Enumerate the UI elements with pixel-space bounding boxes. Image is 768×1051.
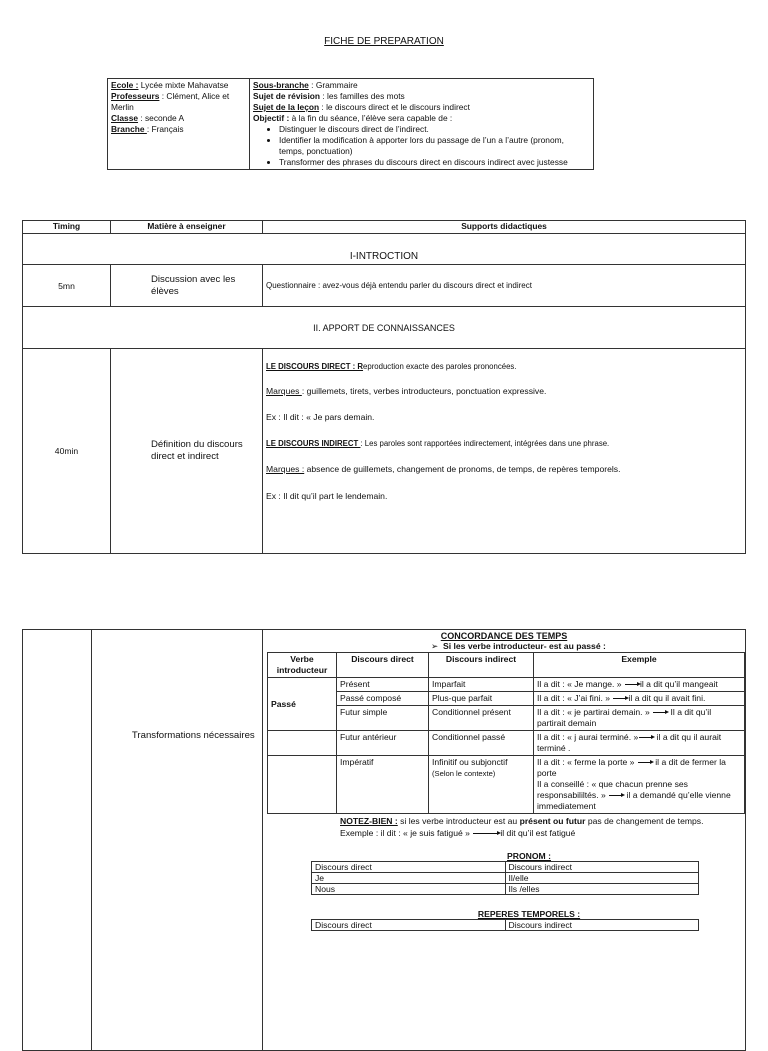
indirect-cell: Conditionnel présent [429,706,534,731]
pronom-cell: Il/elle [505,873,699,884]
discours-direct-def: LE DISCOURS DIRECT : Reproduction exacte des paroles prononcées. [266,362,517,371]
indirect-cell: Infinitif ou subjonctif (Selon le contexte) [429,756,534,814]
objectif: Objectif : à la fin du séance, l’élève sera capable de : [253,113,453,123]
direct-cell: Impératif [337,756,429,814]
arrow-icon [473,833,499,834]
arrow-icon [613,698,627,699]
exemple-cell: Il a dit : « ferme la porte » il a dit de fermer la porte Il a conseillé : « que chacun prenne ses responsabililtés. » il a demandé qu’elle vienne immediatement [534,756,745,814]
support-transformations [263,630,746,1051]
timing-5mn: 5mn [23,265,111,307]
branche: Branche : Français [111,124,184,134]
matiere-definition: Définition du discours direct et indirect [111,349,263,554]
direct-cell: Présent [337,678,429,692]
reperes-title: REPERES TEMPORELS : [477,909,581,919]
sous-branche: Sous-branche : Grammaire [253,80,358,90]
pronom-title: PRONOM : [507,851,551,861]
verbe-empty [268,756,337,814]
th-exemple: Exemple [534,653,745,678]
verbe-empty [268,731,337,756]
arrow-icon [625,684,639,685]
pronom-cell: Nous [312,884,506,895]
reperes-cell: Discours direct [312,920,506,931]
classe: Classe : seconde A [111,113,185,123]
sujet-lecon: Sujet de la leçon : le discours direct et le discours indirect [253,102,470,112]
section-apport: II. APPORT DE CONNAISSANCES [23,307,746,349]
indirect-cell: Imparfait [429,678,534,692]
exemple-direct: Ex : Il dit : « Je pars demain. [266,412,375,422]
arrow-icon [638,762,652,763]
arrow-icon [609,795,623,796]
ecole: Ecole : Lycée mixte Mahavatse [111,80,229,90]
pronom-cell: Je [312,873,506,884]
arrow-icon [653,712,667,713]
lesson-table-continued [22,629,746,1051]
th-verbe: Verbe introducteur [268,653,337,678]
marques-direct: Marques : guillemets, tirets, verbes introducteurs, ponctuation expressive. [266,386,547,396]
reperes-cell: Discours indirect [505,920,699,931]
timing-40min: 40min [23,349,111,554]
exemple-cell: Il a dit : « J’ai fini. » il a dit qu il avait fini. [534,692,745,706]
header-timing: Timing [23,221,111,234]
support-questionnaire: Questionnaire : avez-vous déjà entendu parler du discours direct et indirect [263,265,746,307]
info-left-cell [108,79,250,170]
exemple-cell: Il a dit : « je partirai demain. » Il a dit qu’il partirait demain [534,706,745,731]
concordance-subtitle: ➢ Si les verbe introducteur- est au passé : [431,641,606,651]
objective-item: • Distinguer le discours direct de l’indirect. [279,124,590,135]
pronom-cell: Discours indirect [505,862,699,873]
timing-empty [23,630,92,1051]
indirect-cell: Conditionnel passé [429,731,534,756]
pronom-cell: Ils /elles [505,884,699,895]
objectives-list [253,124,590,168]
pronom-cell: Discours direct [312,862,506,873]
pronom-table [311,861,699,895]
header-supports: Supports didactiques [263,221,746,234]
support-definitions [263,349,746,554]
page-title: FICHE DE PREPARATION [324,36,444,47]
exemple-indirect: Ex : Il dit qu’il part le lendemain. [266,491,388,501]
info-right-cell [250,79,594,170]
exemple-cell: Il a dit : « Je mange. » il a dit qu’il mangeait [534,678,745,692]
discours-indirect-def: LE DISCOURS INDIRECT : Les paroles sont rapportées indirectement, intégrées dans une phrase. [266,439,610,448]
sujet-revision: Sujet de révision : les familles des mots [253,91,405,101]
info-table [107,78,594,170]
matiere-discussion: Discussion avec les élèves [111,265,263,307]
lesson-table [22,220,746,554]
marques-indirect: Marques : absence de guillemets, changement de pronoms, de temps, de repères temporels. [266,464,621,474]
matiere-transformations: Transformations nécessaires [91,630,262,1051]
th-indirect: Discours indirect [429,653,534,678]
direct-cell: Futur simple [337,706,429,731]
section-introduction: I-INTROCTION [23,234,746,265]
exemple-cell: Il a dit : « j aurai terminé. » il a dit qu il aurait terminé . [534,731,745,756]
note-exemple: Exemple : il dit : « je suis fatigué » il dit qu’il est fatigué [340,828,576,838]
objective-item: • Identifier la modification à apporter lors du passage de l’un a l’autre (pronom, temps, ponctuation) [279,135,590,157]
concordance-title: CONCORDANCE DES TEMPS [440,631,568,641]
arrow-icon [639,737,653,738]
note-bien: NOTEZ-BIEN : si les verbe introducteur est au présent ou futur pas de changement de temps. Exemple : il dit : « je suis fatigué » il dit qu’il est fatigué [263,815,745,839]
direct-cell: Futur antérieur [337,731,429,756]
reperes-table [311,919,699,931]
indirect-cell: Plus-que parfait [429,692,534,706]
direct-cell: Passé composé [337,692,429,706]
concordance-table [267,652,745,814]
professeurs: Professeurs : Clément, Alice et Merlin [111,91,230,112]
th-direct: Discours direct [337,653,429,678]
objective-item: • Transformer des phrases du discours direct en discours indirect avec justesse [279,157,590,168]
verbe-passe: Passé [268,678,337,731]
header-matiere: Matière à enseigner [111,221,263,234]
